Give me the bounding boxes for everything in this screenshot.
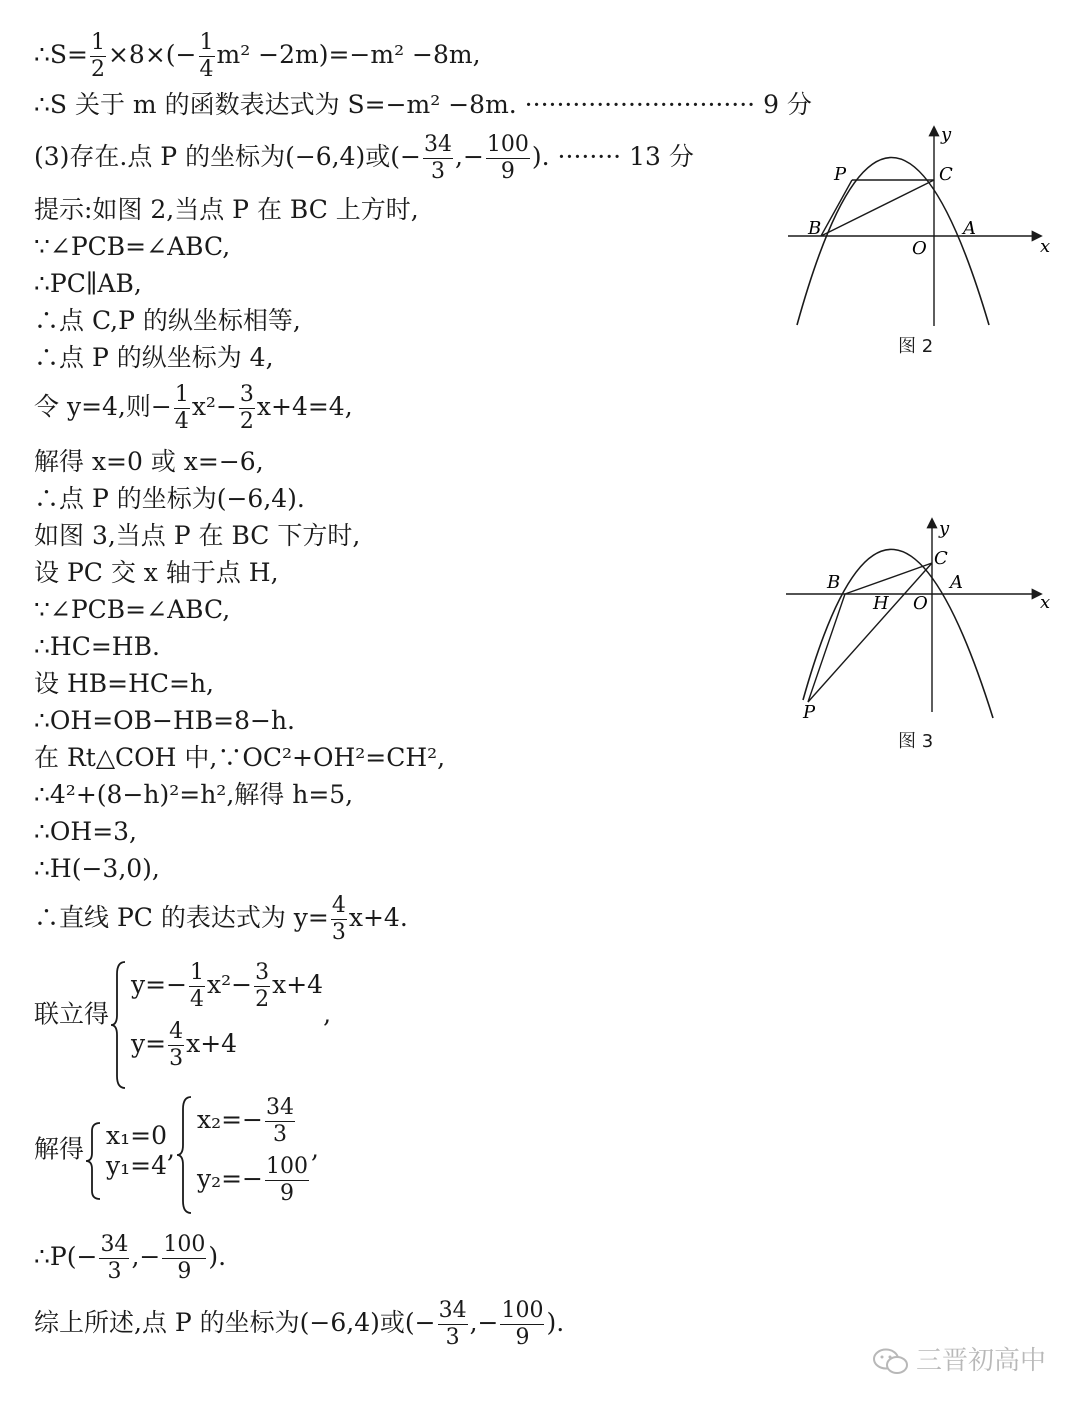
label-c: C: [939, 164, 953, 185]
line-25: [34, 1232, 226, 1285]
line-11: ∴点 P 的坐标为(−6,4).: [34, 484, 305, 513]
segment-bc: [821, 180, 934, 236]
text: ×8×(−: [107, 40, 197, 69]
watermark-text: 三晋初高中: [915, 1346, 1046, 1376]
text: y₂=−: [196, 1164, 264, 1193]
label-b: B: [808, 218, 822, 239]
text: ∴P(−: [34, 1242, 98, 1271]
fraction: [174, 382, 190, 435]
line-10: 解得 x=0 或 x=−6,: [34, 447, 264, 476]
fraction: [239, 382, 255, 435]
numerator: 1: [199, 30, 214, 55]
figure-3-caption: 图 3: [898, 731, 934, 752]
figure-2: [780, 125, 1060, 335]
left-brace-icon: [175, 1095, 193, 1215]
fraction: [199, 30, 215, 83]
label-x: x: [1040, 592, 1051, 613]
text: y=−: [131, 970, 188, 999]
text: ).: [208, 1242, 227, 1271]
system-row: [131, 1019, 323, 1072]
line-19: ∴4²+(8−h)²=h²,解得 h=5,: [34, 780, 354, 809]
numerator: 4: [331, 893, 346, 918]
denominator: 9: [280, 1181, 295, 1206]
denominator: 3: [445, 1325, 460, 1350]
fraction: [500, 1298, 544, 1351]
denominator: 9: [500, 159, 515, 184]
brace-system: [175, 1095, 311, 1207]
line-17: ∴OH=OB−HB=8−h.: [34, 706, 295, 735]
line-14: ∵∠PCB=∠ABC,: [34, 595, 231, 624]
fraction: [168, 1019, 184, 1072]
text: x₂=−: [196, 1105, 263, 1134]
denominator: 3: [272, 1122, 287, 1147]
equation-system-1: [34, 960, 331, 1072]
label-x: x: [1040, 236, 1051, 257]
numerator: 100: [486, 132, 529, 157]
system-row: x₁=0: [106, 1121, 167, 1150]
text: ,: [311, 1134, 319, 1164]
text: ).: [546, 1308, 565, 1337]
line-18: 在 Rt△COH 中,∵OC²+OH²=CH²,: [34, 743, 446, 772]
numerator: 100: [266, 1154, 309, 1179]
line-13: 设 PC 交 x 轴于点 H,: [34, 558, 279, 587]
text: ,−: [455, 142, 484, 171]
denominator: 3: [431, 159, 445, 184]
text: x+4: [272, 970, 324, 999]
numerator: 34: [100, 1232, 129, 1257]
wechat-icon: [872, 1347, 910, 1377]
label-a: A: [963, 218, 976, 239]
equation-system-2: [34, 1095, 319, 1207]
text: x+4.: [348, 903, 408, 932]
numerator: 1: [174, 382, 189, 407]
numerator: 100: [163, 1232, 206, 1257]
line-9: [34, 382, 353, 435]
parabola: [797, 158, 989, 326]
line-12: 如图 3,当点 P 在 BC 下方时,: [34, 521, 361, 550]
denominator: 2: [255, 987, 270, 1012]
system-row: [131, 960, 323, 1013]
text: 解得: [34, 1134, 85, 1164]
label-p: P: [834, 164, 847, 185]
system-row: [197, 1095, 311, 1148]
text: ,−: [469, 1308, 499, 1337]
label-o: O: [913, 593, 928, 614]
denominator: 2: [90, 57, 105, 82]
fraction: [99, 1232, 129, 1285]
denominator: 3: [331, 920, 346, 945]
line-5: ∵∠PCB=∠ABC,: [34, 232, 231, 261]
line-26: [34, 1298, 564, 1351]
line-16: 设 HB=HC=h,: [34, 669, 214, 698]
numerator: 1: [90, 30, 105, 55]
denominator: 3: [107, 1259, 122, 1284]
numerator: 3: [239, 382, 254, 407]
fraction: [254, 960, 270, 1013]
brace-system: [84, 1121, 167, 1181]
text: (3)存在.点 P 的坐标为(−6,4)或(−: [34, 142, 421, 171]
text: y=: [131, 1029, 167, 1058]
label-h: H: [873, 593, 889, 614]
fraction: [162, 1232, 206, 1285]
numerator: 3: [255, 960, 270, 985]
text: ,: [167, 1134, 175, 1164]
text: 综上所述,点 P 的坐标为(−6,4)或(−: [34, 1308, 436, 1337]
line-8: ∴点 P 的纵坐标为 4,: [34, 343, 274, 372]
fraction: [189, 960, 205, 1013]
line-3: [34, 132, 694, 185]
fraction: [90, 30, 106, 83]
denominator: 2: [239, 409, 254, 434]
fraction: [265, 1154, 309, 1207]
text: m² −2m)=−m² −8m,: [216, 40, 481, 69]
line-22: [34, 893, 408, 946]
system-row: [197, 1154, 311, 1207]
left-brace-icon: [84, 1121, 102, 1201]
text: x²−: [207, 970, 253, 999]
line-6: ∴PC∥AB,: [34, 269, 142, 298]
text: x+4=4,: [256, 392, 353, 421]
numerator: 34: [265, 1095, 294, 1120]
numerator: 1: [190, 960, 205, 985]
text: 联立得: [34, 999, 110, 1029]
line-21: ∴H(−3,0),: [34, 854, 160, 883]
segment-pb: [808, 594, 845, 702]
line-15: ∴HC=HB.: [34, 632, 160, 661]
line-7: ∴点 C,P 的纵坐标相等,: [34, 306, 301, 335]
fraction: [265, 1095, 295, 1148]
denominator: 9: [177, 1259, 192, 1284]
line-4: 提示:如图 2,当点 P 在 BC 上方时,: [34, 195, 419, 224]
numerator: 34: [424, 132, 452, 157]
numerator: 100: [501, 1298, 544, 1323]
denominator: 4: [174, 409, 189, 434]
denominator: 3: [169, 1046, 184, 1071]
fraction: [486, 132, 530, 185]
numerator: 34: [438, 1298, 467, 1323]
figure-3: [780, 515, 1060, 725]
left-brace-icon: [109, 960, 127, 1090]
label-c: C: [934, 548, 948, 569]
text: x²−: [191, 392, 237, 421]
brace-system: [109, 960, 323, 1072]
fraction: [331, 893, 347, 946]
fraction: [438, 1298, 468, 1351]
numerator: 4: [169, 1019, 184, 1044]
text: ,: [323, 999, 332, 1029]
text: ∴直线 PC 的表达式为 y=: [34, 903, 329, 932]
line-20: ∴OH=3,: [34, 817, 138, 846]
text: x+4: [186, 1029, 238, 1058]
line-2: ∴S 关于 m 的函数表达式为 S=−m² −8m. ····························· 9 分: [34, 90, 812, 119]
text: ∴S=: [34, 40, 88, 69]
label-a: A: [950, 572, 963, 593]
denominator: 4: [199, 57, 214, 82]
label-p: P: [803, 702, 816, 723]
fraction: [423, 132, 453, 185]
watermark: [872, 1340, 1046, 1377]
label-y: y: [939, 518, 950, 539]
line-1: [34, 30, 481, 83]
label-y: y: [941, 125, 952, 145]
label-b: B: [827, 572, 841, 593]
figure-2-caption: 图 2: [898, 336, 934, 357]
denominator: 9: [515, 1325, 530, 1350]
text: ,−: [131, 1242, 161, 1271]
text: 令 y=4,则−: [34, 392, 172, 421]
system-row: y₁=4: [106, 1151, 168, 1180]
text: ). ········ 13 分: [531, 142, 694, 171]
denominator: 4: [190, 987, 205, 1012]
label-o: O: [912, 238, 927, 259]
